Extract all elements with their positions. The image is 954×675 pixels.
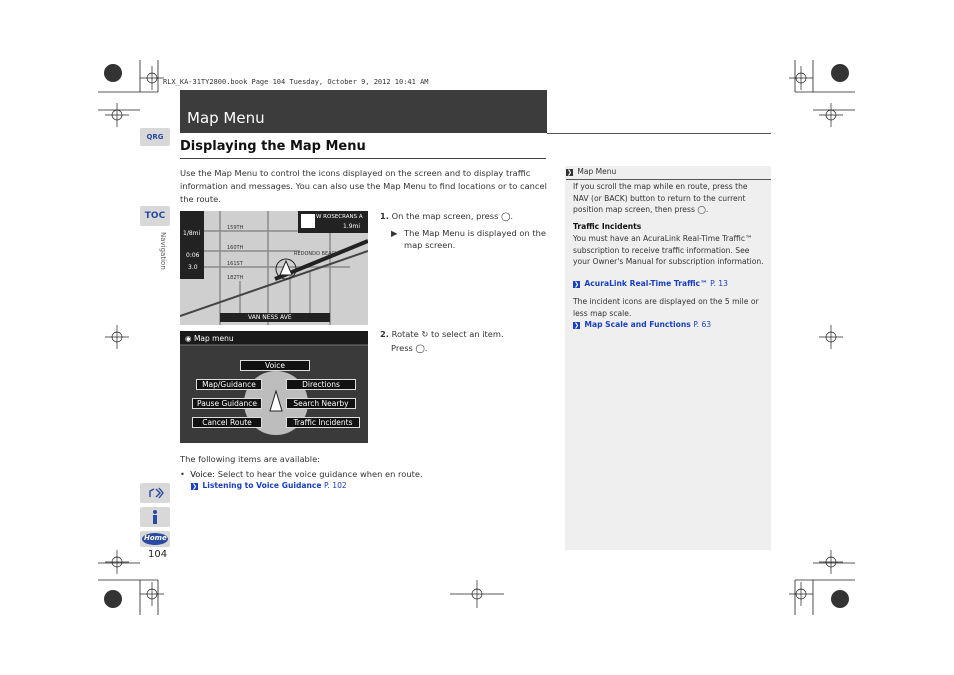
qrg-tab[interactable]: QRG [140, 128, 170, 146]
map-menu-image [180, 331, 368, 443]
street-label: REDONDO BEACH [294, 251, 339, 257]
step-1-result [391, 227, 551, 251]
home-button[interactable] [140, 531, 170, 547]
section-label: Navigation [159, 232, 167, 270]
street-label: 159TH [227, 225, 244, 231]
menu-item-voice[interactable]: Voice [240, 360, 310, 371]
result-arrow-icon: ▶ [391, 228, 398, 238]
intro-text: Use the Map Menu to control the icons displayed on the screen and to display traffic information and messages. You can also use the Map Menu to find locations or to cancel the route. [180, 168, 547, 204]
knob-icon: ◯ [415, 343, 425, 353]
street-banner: W ROSECRANS A [316, 214, 363, 220]
note-arrow-icon: ❯ [566, 168, 573, 176]
step-2-press: Press ◯. [391, 343, 428, 353]
menu-item-cancel-route[interactable]: Cancel Route [192, 417, 262, 428]
heading-rule [180, 158, 546, 159]
street-label: 160TH [227, 245, 244, 251]
link-arrow-icon: ❯ [191, 482, 198, 490]
menu-icon: ◉ [185, 334, 192, 343]
menu-item-directions[interactable]: Directions [286, 379, 356, 390]
step-1: 1. On the map screen, press ◯. [380, 211, 514, 221]
street-label: 161ST [227, 261, 243, 267]
info-icon [140, 507, 170, 527]
miles-readout: 3.0 [188, 264, 198, 271]
traffic-text: You must have an AcuraLink Real-Time Traffic™ subscription to receive traffic information. See your Owner's Manual for subscription information. [573, 234, 764, 266]
sidebar-rule [566, 179, 771, 180]
following-label: The following items are available: [180, 454, 321, 464]
bullet-term: Voice: [190, 469, 216, 479]
step-number: 2. [380, 329, 389, 339]
link-arrow-icon: ❯ [573, 280, 580, 288]
knob-icon: ◯ [697, 205, 706, 214]
voice-guidance-link[interactable]: ❯ Listening to Voice Guidance P. 102 [191, 481, 347, 490]
menu-item-search-nearby[interactable]: Search Nearby [286, 398, 356, 409]
bullet-voice [180, 468, 550, 481]
info-button[interactable] [140, 507, 170, 527]
link-arrow-icon: ❯ [573, 321, 580, 329]
title-bar [180, 90, 547, 133]
result-text: The Map Menu is displayed on the map screen. [404, 228, 546, 250]
bottom-street: VAN NESS AVE [248, 314, 292, 321]
voice-command-button[interactable] [140, 483, 170, 503]
street-label: 182TH [227, 275, 244, 281]
map-menu-title: ◉ Map menu [185, 334, 234, 343]
map-screen-image [180, 211, 368, 325]
toc-tab[interactable]: TOC [140, 206, 170, 226]
map-graphic [180, 211, 368, 325]
map-scale-link[interactable]: ❯ Map Scale and Functions P. 63 [573, 320, 712, 329]
step-number: 1. [380, 211, 389, 221]
voice-command-icon [140, 483, 170, 503]
step-text: On the map screen, press [391, 211, 499, 221]
menu-item-pause-guidance[interactable]: Pause Guidance [192, 398, 262, 409]
step-text: Rotate [391, 329, 419, 339]
menu-item-map-guidance[interactable]: Map/Guidance [196, 379, 262, 390]
menu-item-traffic-incidents[interactable]: Traffic Incidents [286, 417, 360, 428]
distance-readout: 1.9mi [343, 223, 361, 230]
sidebar-para-2: The incident icons are displayed on the 5 mile or less map scale. [573, 297, 759, 318]
time-readout: 0:06 [186, 252, 200, 259]
sidebar-para-1: If you scroll the map while en route, press the NAV (or BACK) button to return to the current position map screen, then press ◯. [573, 182, 748, 214]
rotate-knob-icon: ↻ [421, 329, 429, 339]
knob-icon: ◯ [501, 211, 511, 221]
page-number: 104 [148, 549, 168, 560]
scale-readout: 1/8mi [183, 230, 201, 237]
bullet-icon: • [180, 469, 185, 479]
title-rule [547, 133, 771, 134]
step-text: to select an item. [430, 329, 504, 339]
traffic-heading: Traffic Incidents [573, 222, 642, 231]
step-2 [380, 328, 550, 340]
section-heading: Displaying the Map Menu [180, 139, 366, 154]
sidebar-heading: ❯ Map Menu [566, 167, 617, 176]
home-label: Home [144, 534, 167, 542]
bullet-desc: Select to hear the voice guidance when en route. [217, 469, 423, 479]
page-title: Map Menu [187, 109, 265, 127]
acuralink-link[interactable]: ❯ AcuraLink Real-Time Traffic™ P. 13 [573, 279, 728, 288]
print-header: RLX_KA-31TY2800.book Page 104 Tuesday, October 9, 2012 10:41 AM [163, 78, 429, 86]
